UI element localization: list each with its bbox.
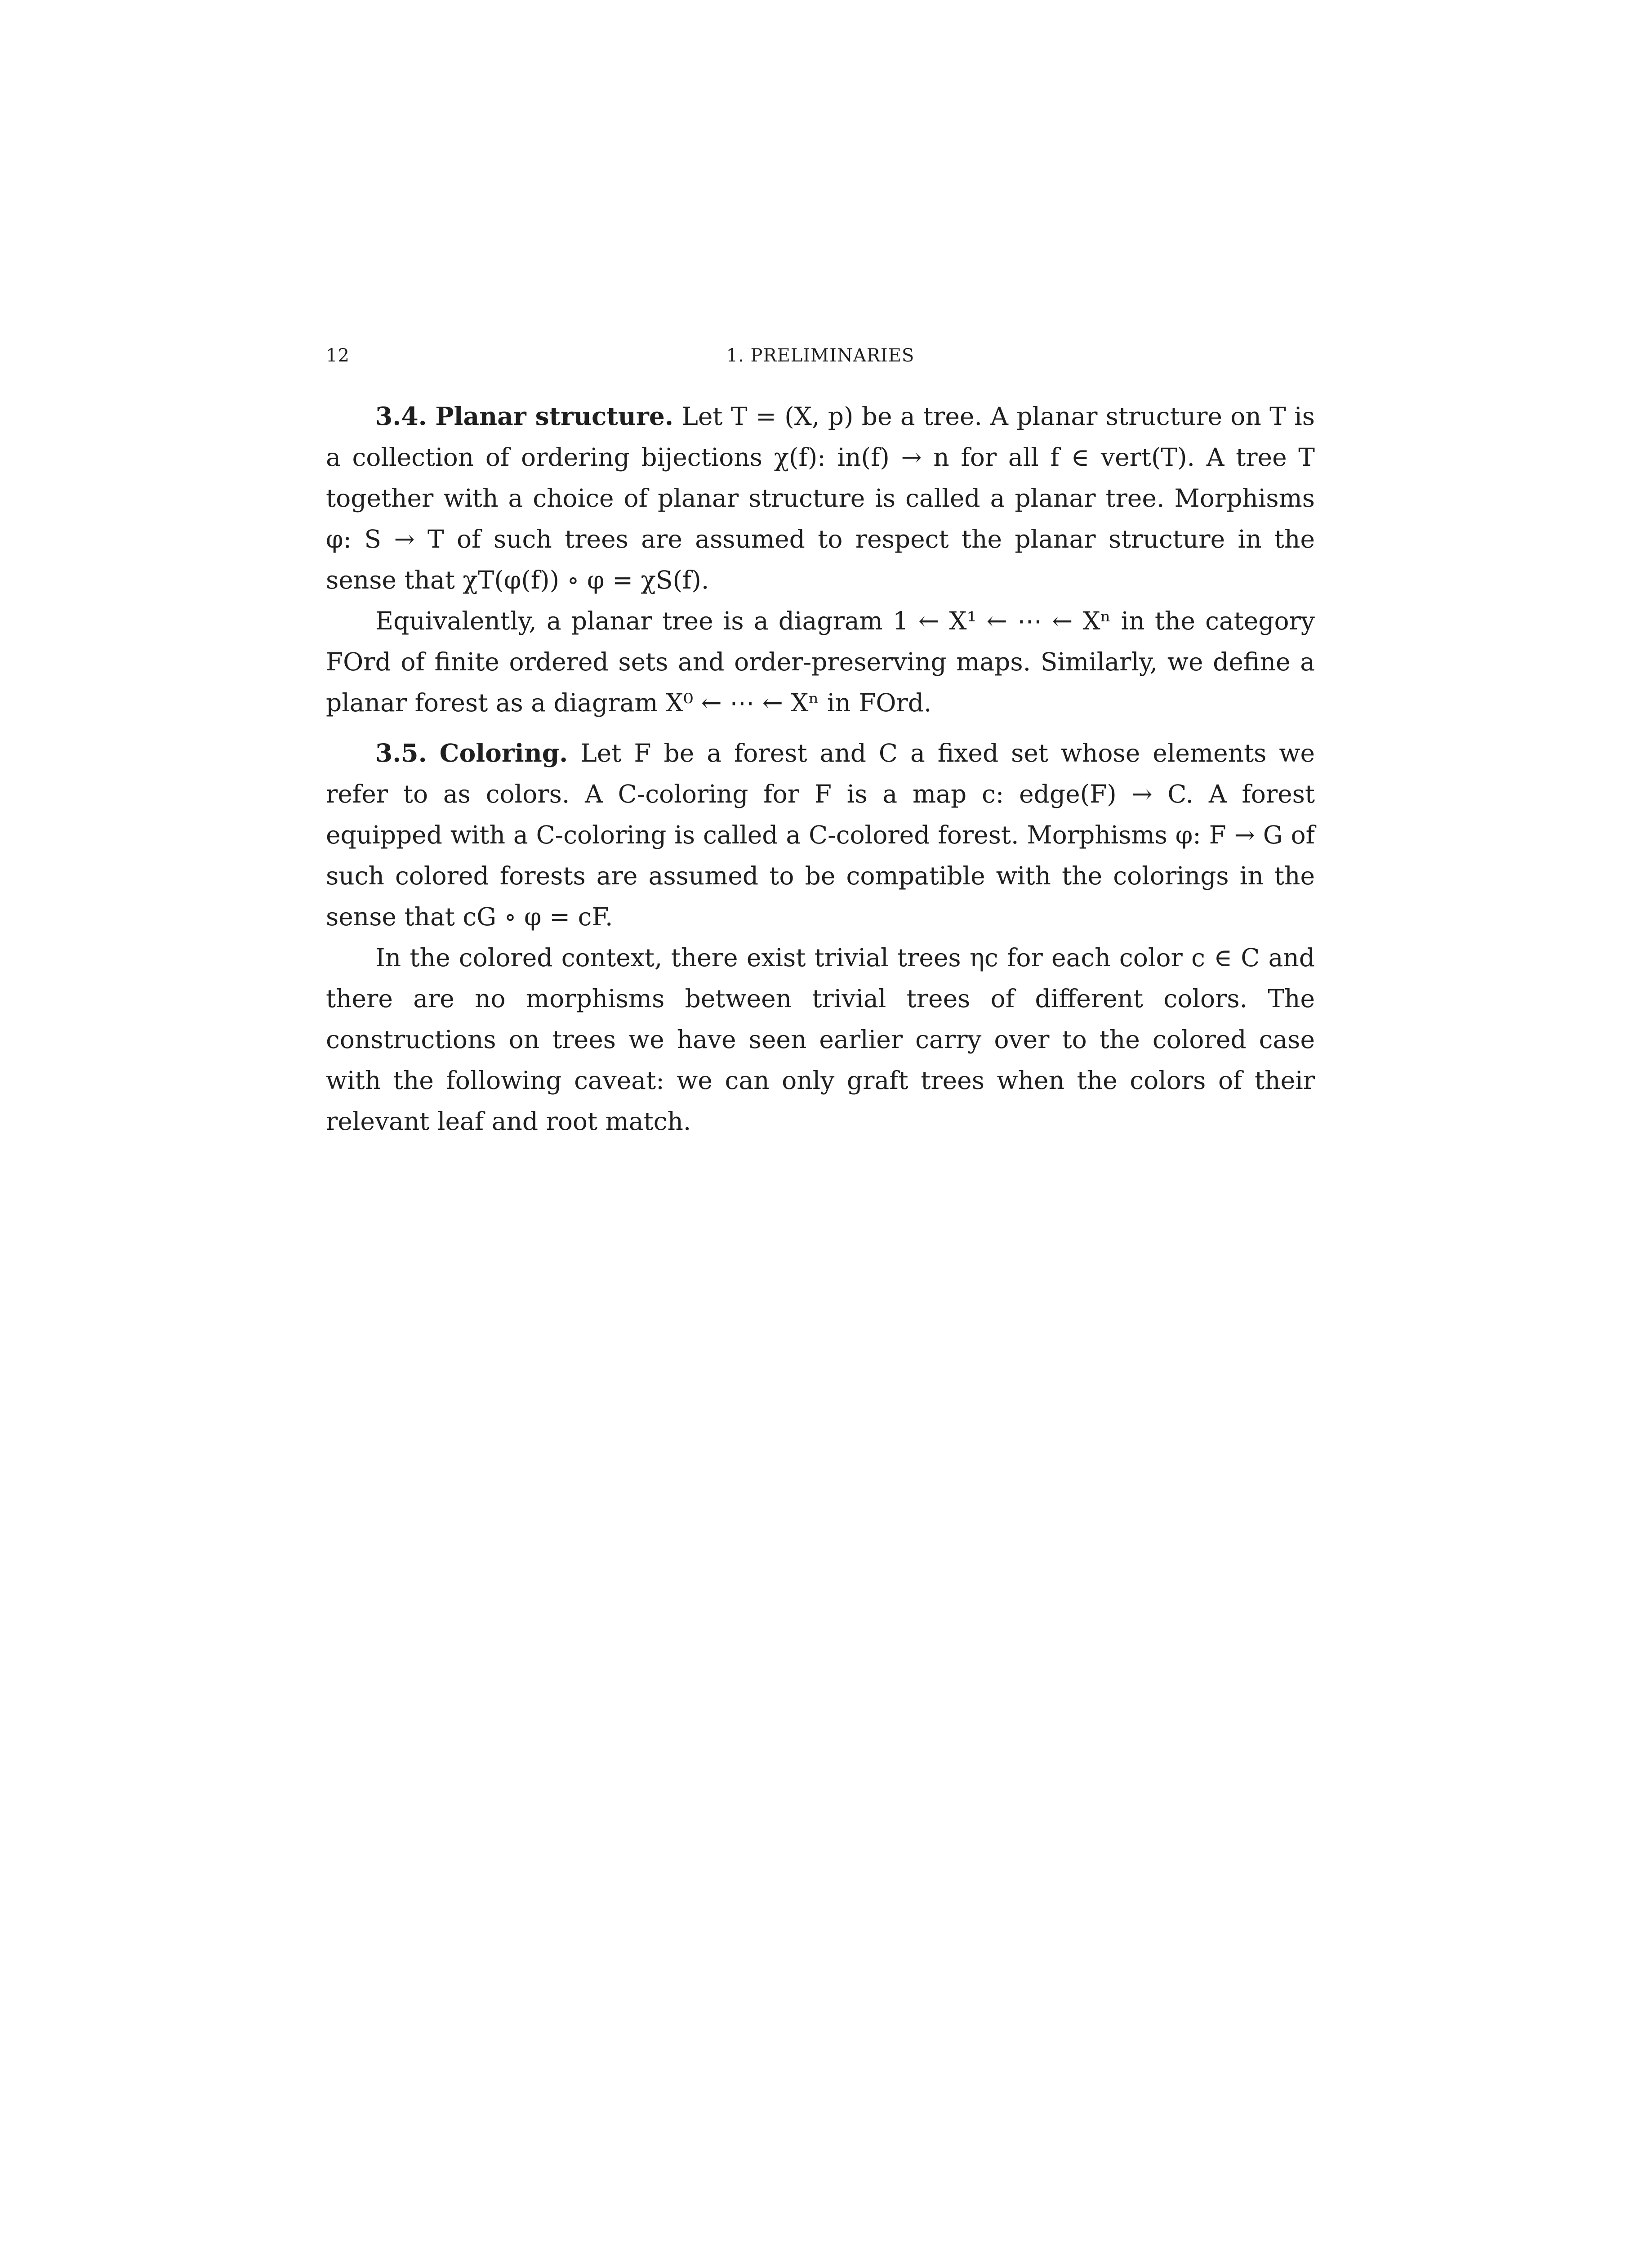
paragraph [326, 601, 1315, 723]
paragraph-text: Equivalently, a planar tree is a diagram 1 ← X¹ ← ⋯ ← Xⁿ in the category FOrd of finite ordered sets and order-preserving maps. Similarly, we define a planar forest as a diagram X⁰ ← ⋯ ← Xⁿ in FOrd. [326, 607, 1315, 717]
page-number: 12 [326, 345, 350, 366]
section-title: Planar structure. [435, 401, 674, 431]
paragraph [326, 396, 1315, 601]
running-head: 1. PRELIMINARIES [726, 345, 915, 366]
body-text [326, 396, 1315, 1142]
section-title: Coloring. [439, 738, 568, 767]
paragraph [326, 732, 1315, 937]
paragraph [326, 937, 1315, 1142]
page-header [326, 341, 1315, 377]
section-number: 3.4. [375, 401, 427, 431]
paragraph-text: Let F be a forest and C a fixed set whose elements we refer to as colors. A C-coloring for F is a map c: edge(F) → C. A forest equipped with a C-coloring is called a C-colored forest. Morphisms φ: F → G of such colored forests are assumed to be compatible with the colorings in the sense that cG ∘ φ = cF. [326, 739, 1315, 931]
paragraph-text: In the colored context, there exist trivial trees ηc for each color c ∈ C and there are no morphisms between trivial trees of different colors. The constructions on trees we have seen earlier carry over to the colored case with the following caveat: we can only graft trees when the colors of their relevant leaf and root match. [326, 943, 1315, 1136]
paragraph-text: Let T = (X, p) be a tree. A planar structure on T is a collection of ordering bijections χ(f): in(f) → n for all f ∈ vert(T). A tree T together with a choice of planar structure is called a planar tree. Morphisms φ: S → T of such trees are assumed to respect the planar structure in the sense that χT(φ(f)) ∘ φ = χS(f). [326, 402, 1315, 594]
section-coloring [326, 732, 1315, 1142]
section-number: 3.5. [375, 738, 427, 767]
section-planar-structure [326, 396, 1315, 723]
